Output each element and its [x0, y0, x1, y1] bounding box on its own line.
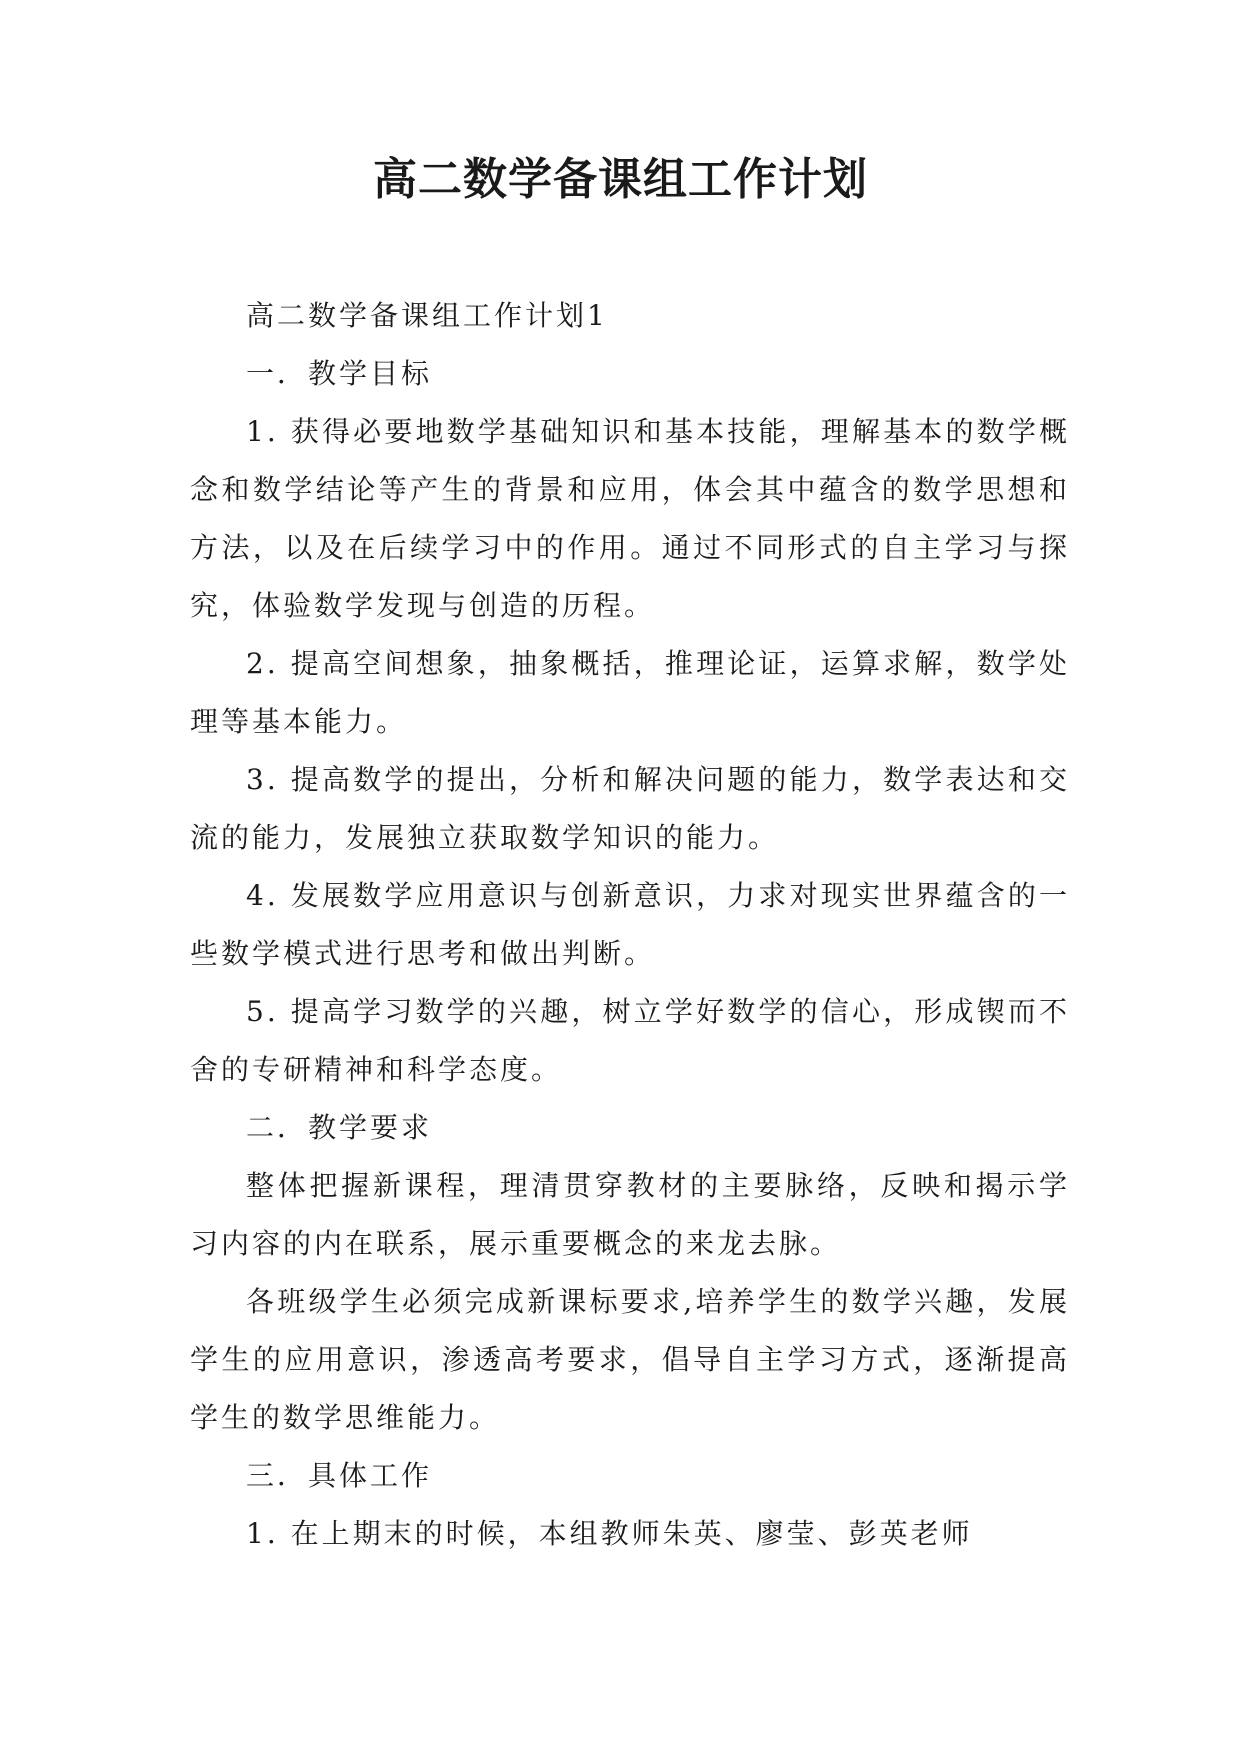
- requirement-paragraph-1: 整体把握新课程，理清贯穿教材的主要脉络，反映和揭示学习内容的内在联系，展示重要概念的来龙去脉。: [190, 1169, 1070, 1260]
- requirement-paragraph-2: 各班级学生必须完成新课标要求,培养学生的数学兴趣，发展学生的应用意识，渗透高考要求，倡导自主学习方式，逐渐提高学生的数学思维能力。: [190, 1285, 1070, 1434]
- section-heading-teaching-goals: 一．教学目标: [246, 357, 433, 390]
- section-heading-specific-work: 三．具体工作: [246, 1459, 433, 1492]
- goal-paragraph-4: 4. 发展数学应用意识与创新意识，力求对现实世界蕴含的一些数学模式进行思考和做出判断。: [190, 879, 1070, 970]
- work-paragraph-1: 1. 在上期末的时候，本组教师朱英、廖莹、彭英老师: [246, 1517, 973, 1550]
- goal-paragraph-1: 1. 获得必要地数学基础知识和基本技能，理解基本的数学概念和数学结论等产生的背景和应用，体会其中蕴含的数学思想和方法，以及在后续学习中的作用。通过不同形式的自主学习与探究，体验数学发现与创造的历程。: [190, 415, 1070, 622]
- goal-paragraph-5: 5. 提高学习数学的兴趣，树立学好数学的信心，形成锲而不舍的专研精神和科学态度。: [190, 995, 1070, 1086]
- section-heading-teaching-requirements: 二．教学要求: [246, 1111, 433, 1144]
- goal-paragraph-2: 2. 提高空间想象，抽象概括，推理论证，运算求解，数学处理等基本能力。: [190, 647, 1070, 738]
- goal-paragraph-3: 3. 提高数学的提出，分析和解决问题的能力，数学表达和交流的能力，发展独立获取数学知识的能力。: [190, 763, 1070, 854]
- document-body: [190, 287, 1070, 1563]
- document-title: 高二数学备课组工作计划: [373, 154, 868, 205]
- subtitle-paragraph: 高二数学备课组工作计划1: [246, 299, 608, 332]
